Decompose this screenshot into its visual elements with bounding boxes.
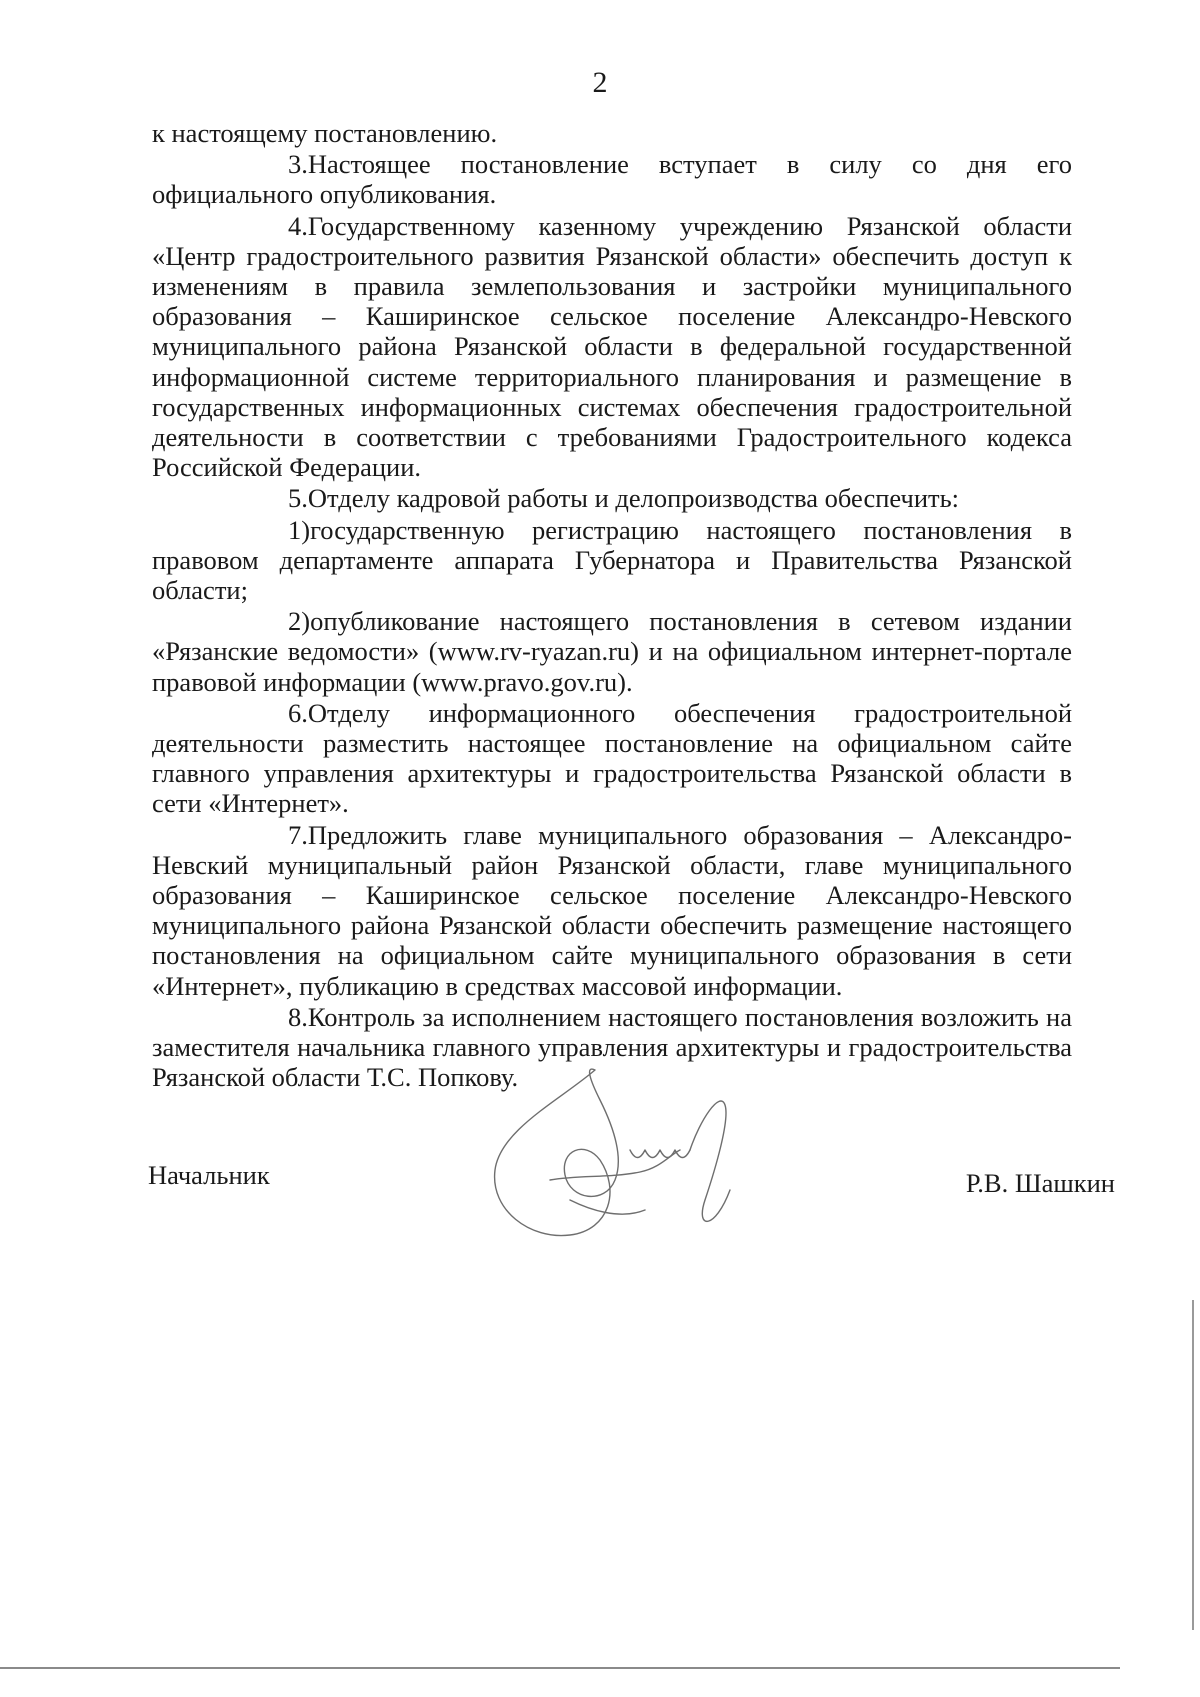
paragraph-text: государственную регистрацию настоящего постановления в правовом департаменте аппарата Губернатора и Правительства Рязанской области;	[152, 514, 1072, 606]
scan-right-edge	[1192, 1300, 1194, 1630]
paragraph-6	[152, 698, 1072, 819]
paragraph-number: 5.	[288, 483, 308, 514]
paragraph-7	[152, 820, 1072, 1001]
document-body	[152, 118, 1072, 1094]
paragraph-5	[152, 483, 1072, 513]
paragraph-text: Настоящее постановление вступает в силу со дня его официального опубликования.	[152, 149, 1072, 210]
paragraph-number: 8.	[288, 1001, 308, 1032]
paragraph-text: Отделу информационного обеспечения градостроительной деятельности разместить настоящее постановление на официальном сайте главного управления архитектуры и градостроительства Рязанской области в сети «Интернет».	[152, 697, 1072, 819]
paragraph-text: опубликование настоящего постановления в сетевом издании «Рязанские ведомости» (www.rv-ryazan.ru) и на официальном интернет-портале правовой информации (www.pravo.gov.ru).	[152, 606, 1072, 697]
subparagraph-2	[152, 606, 1072, 697]
subparagraph-1	[152, 515, 1072, 606]
paragraph-text: Государственному казенному учреждению Рязанской области «Центр градостроительного развития Рязанской области» обеспечить доступ к изменениям в правила землепользования и застройки муниципального образования – Каширинское сельское поселение Александро-Невского муниципального района Рязанской области в федеральной государственной информационной системе территориального планирования и размещение в государственных информационных системах обеспечения градостроительной деятельности в соответствии с требованиями Градостроительного кодекса Российской Федерации.	[152, 210, 1072, 483]
handwritten-signature-icon	[490, 1060, 760, 1260]
paragraph-4	[152, 211, 1072, 483]
page-number: 2	[592, 66, 608, 99]
paragraph-number: 1)	[288, 514, 311, 545]
paragraph-3	[152, 149, 1072, 209]
paragraph-continuation	[152, 118, 1072, 148]
paragraph-number: 6.	[288, 697, 308, 728]
paragraph-text: Предложить главе муниципального образования – Александро-Невский муниципальный район Рязанской области, главе муниципального образования – Каширинское сельское поселение Александро-Невского муниципального района Рязанской области обеспечить размещение настоящего постановления на официальном сайте муниципального образования в сети «Интернет», публикацию в средствах массовой информации.	[152, 819, 1072, 1001]
paragraph-number: 2)	[288, 606, 311, 637]
paragraph-text: к настоящему постановлению.	[152, 118, 498, 148]
signatory-name: Р.В. Шашкин	[965, 1168, 1115, 1198]
paragraph-number: 4.	[288, 210, 308, 241]
scan-bottom-edge	[0, 1667, 1120, 1669]
paragraph-number: 3.	[288, 149, 308, 180]
paragraph-text: Отделу кадровой работы и делопроизводства обеспечить:	[307, 483, 960, 514]
signatory-title: Начальник	[148, 1160, 270, 1190]
paragraph-text: Контроль за исполнением настоящего постановления возложить на заместителя начальника главного управления архитектуры и градостроительства Рязанской области Т.С. Попкову.	[152, 1001, 1072, 1093]
paragraph-number: 7.	[288, 819, 308, 850]
